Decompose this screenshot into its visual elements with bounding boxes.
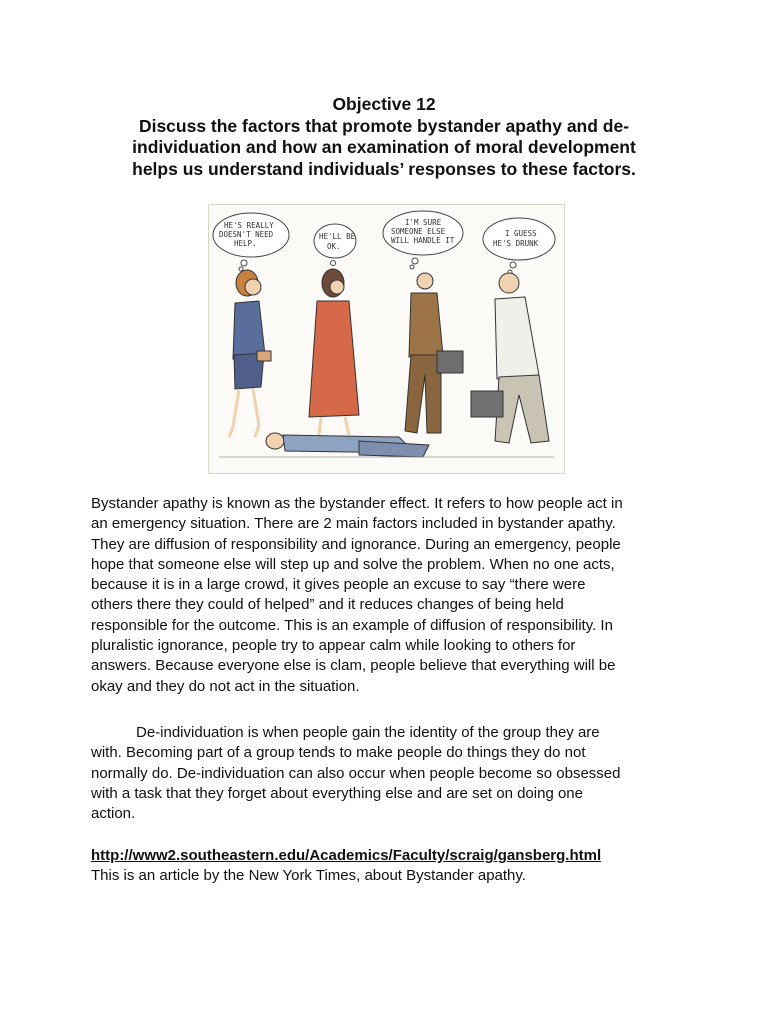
heading-line: helps us understand individuals’ responses to these factors. [132,158,636,179]
heading [60,94,708,180]
article-description: This is an article by the New York Times, about Bystander apathy. [91,867,526,884]
paragraph-line: others there they could of helped” and it reduces changes of being held [91,596,564,614]
article-link[interactable]: http://www2.southeastern.edu/Academics/Faculty/scraig/gansberg.html [91,847,602,864]
paragraph-line: with. Becoming part of a group tends to make people do things they do not [91,744,586,762]
paragraph-line: okay and they do not act in the situation. [91,677,360,695]
paragraph-line: with a task that they forget about everything else and are set on doing one [91,784,583,802]
paragraph-line: an emergency situation. There are 2 main factors included in bystander apathy. [91,515,616,533]
bubble-text: OK. [327,242,341,251]
bubble-text: HELP. [234,239,257,248]
paragraph-line: answers. Because everyone else is clam, people believe that everything will be [91,657,616,675]
lying-victim-figure [266,433,429,457]
cartoon-illustration [209,205,564,473]
thought-bubble [314,224,356,266]
older-man-figure [471,273,549,443]
paragraph-line: They are diffusion of responsibility and ignorance. During an emergency, people [91,535,621,553]
reference-block [91,846,601,886]
thought-bubble [483,218,555,274]
bubble-text: SOMEONE ELSE [391,227,446,236]
heading-line: individuation and how an examination of moral development [132,137,636,157]
bubble-text: I GUESS [505,229,537,238]
paragraph-line: because it is in a large crowd, it gives people an excuse to say “there were [91,576,586,594]
paragraph-line: Bystander apathy is known as the bystander effect. It refers to how people act in [91,495,623,512]
bystander-cartoon [208,204,565,474]
paragraph-line: hope that someone else will step up and solve the problem. When no one acts, [91,555,615,573]
thought-bubble [383,211,463,269]
bubble-text: I'M SURE [405,218,442,227]
man-brown-figure [405,273,463,433]
woman-red-figure [309,269,359,435]
woman-blue-figure [229,270,271,437]
paragraph-line: De-individuation is when people gain the identity of the group they are [136,724,600,741]
paragraph-line: pluralistic ignorance, people try to appear calm while looking to others for [91,637,576,655]
paragraph-bystander-apathy [91,494,691,697]
paragraph-de-individuation [91,723,691,824]
bubble-text: HE'S REALLY [224,221,274,230]
paragraph-line: normally do. De-individuation can also occur when people become so obsessed [91,764,621,782]
paragraph-line: action. [91,805,136,823]
heading-line: Discuss the factors that promote bystander apathy and de- [138,115,630,136]
paragraph-line: responsible for the outcome. This is an example of diffusion of responsibility. In [91,616,613,634]
thought-bubble [213,213,289,271]
bubble-text: WILL HANDLE IT [391,236,455,245]
bubble-text: HE'S DRUNK [493,239,539,248]
bubble-text: DOESN'T NEED [219,230,274,239]
bubble-text: HE'LL BE [319,232,356,241]
objective-title: Objective 12 [332,94,436,114]
